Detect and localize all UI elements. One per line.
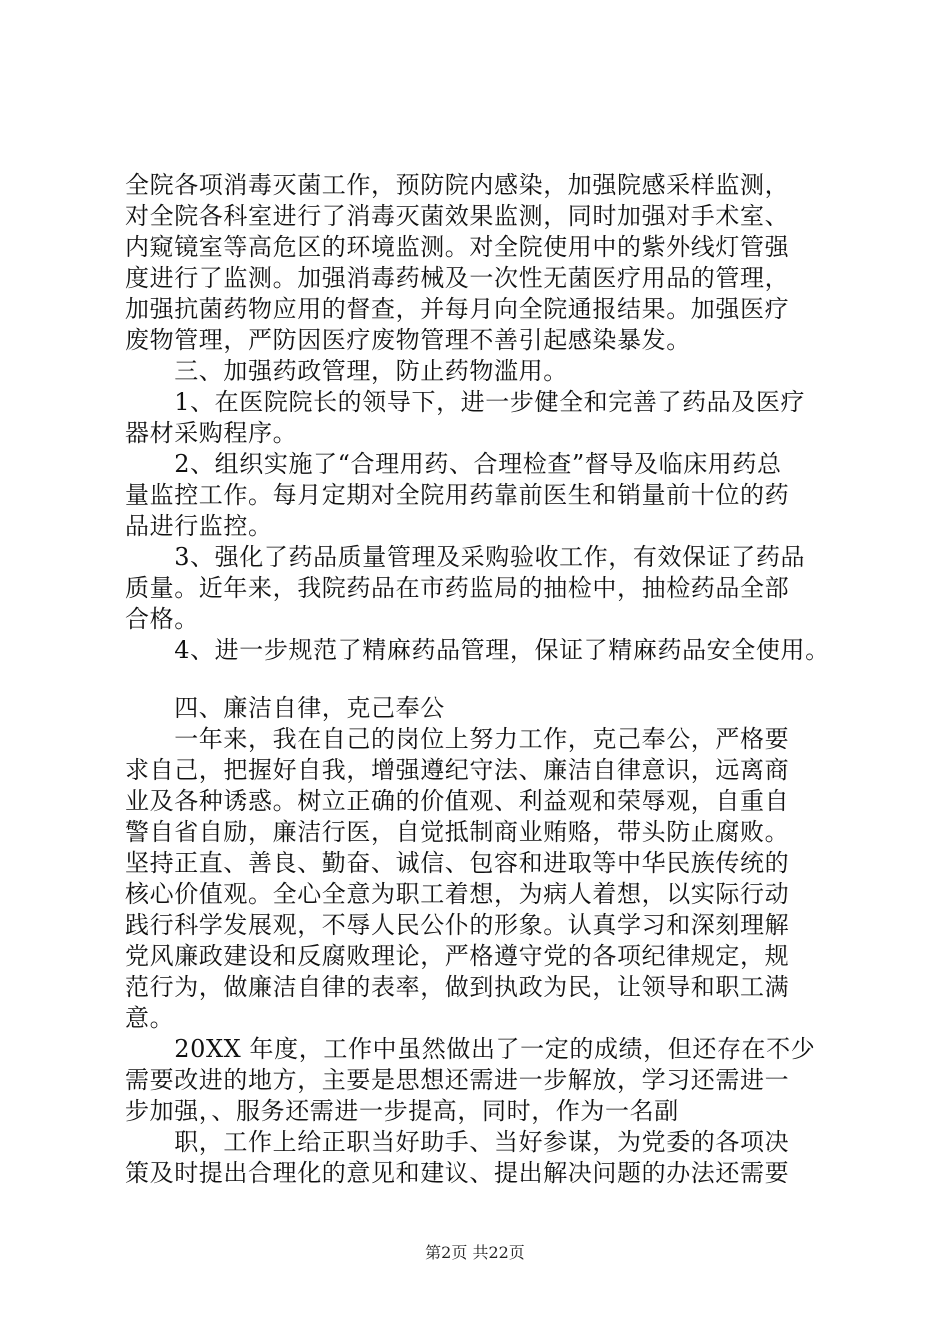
text-line: 3、强化了药品质量管理及采购验收工作，有效保证了药品 [125,543,806,571]
text-line: 践行科学发展观，不辱人民公仆的形象。认真学习和深刻理解 [125,911,790,939]
text-line: 需要改进的地方，主要是思想还需进一步解放，学习还需进一 [125,1066,790,1094]
text-line: 加强抗菌药物应用的督查，并每月向全院通报结果。加强医疗 [125,295,790,323]
text-line: 废物管理，严防因医疗废物管理不善引起感染暴发。 [125,326,691,354]
text-line: 质量。近年来，我院药品在市药监局的抽检中，抽检药品全部 [125,574,790,602]
text-line: 1、在医院院长的领导下，进一步健全和完善了药品及医疗 [125,388,806,416]
section-heading: 四、廉洁自律，克己奉公 [125,694,445,722]
document-body [125,170,855,1189]
text-line: 合格。 [125,605,199,633]
text-line: 范行为，做廉洁自律的表率，做到执政为民，让领导和职工满 [125,973,790,1001]
text-line: 坚持正直、善良、勤奋、诚信、包容和进取等中华民族传统的 [125,849,790,877]
text-line: 警自省自励，廉洁行医，自觉抵制商业贿赂，带头防止腐败。 [125,818,790,846]
text-line: 量监控工作。每月定期对全院用药靠前医生和销量前十位的药 [125,481,790,509]
text-line: 核心价值观。全心全意为职工着想，为病人着想，以实际行动 [125,880,790,908]
text-line: 一年来，我在自己的岗位上努力工作，克己奉公，严格要 [125,725,790,753]
page-number-label: 第2页 共22页 [425,1243,525,1262]
text-line: 品进行监控。 [125,512,273,540]
text-line: 策及时提出合理化的意见和建议、提出解决问题的办法还需要 [125,1159,790,1187]
text-line: 全院各项消毒灭菌工作，预防院内感染，加强院感采样监测， [125,171,790,199]
text-line: 20XX 年度，工作中虽然做出了一定的成绩，但还存在不少 [125,1035,816,1063]
text-line: 4、进一步规范了精麻药品管理，保证了精麻药品安全使用。 [125,636,830,664]
text-line: 步加强，、服务还需进一步提高，同时，作为一名副 [125,1097,679,1125]
text-line: 2、组织实施了“合理用药、合理检查”督导及临床用药总 [125,450,782,478]
text-line: 对全院各科室进行了消毒灭菌效果监测，同时加强对手术室、 [125,202,790,230]
text-line: 业及各种诱惑。树立正确的价值观、利益观和荣辱观，自重自 [125,787,790,815]
text-line: 党风廉政建设和反腐败理论，严格遵守党的各项纪律规定，规 [125,942,790,970]
text-line: 度进行了监测。加强消毒药械及一次性无菌医疗用品的管理， [125,264,790,292]
text-line: 职，工作上给正职当好助手、当好参谋，为党委的各项决 [125,1128,790,1156]
section-heading: 三、加强药政管理，防止药物滥用。 [125,357,568,385]
text-line: 内窥镜室等高危区的环境监测。对全院使用中的紫外线灯管强 [125,233,790,261]
paragraph-gap [125,666,855,693]
text-line: 器材采购程序。 [125,419,298,447]
text-line: 意。 [125,1004,175,1032]
text-line: 求自己，把握好自我，增强遵纪守法、廉洁自律意识，远离商 [125,756,790,784]
page-footer [0,1243,950,1263]
